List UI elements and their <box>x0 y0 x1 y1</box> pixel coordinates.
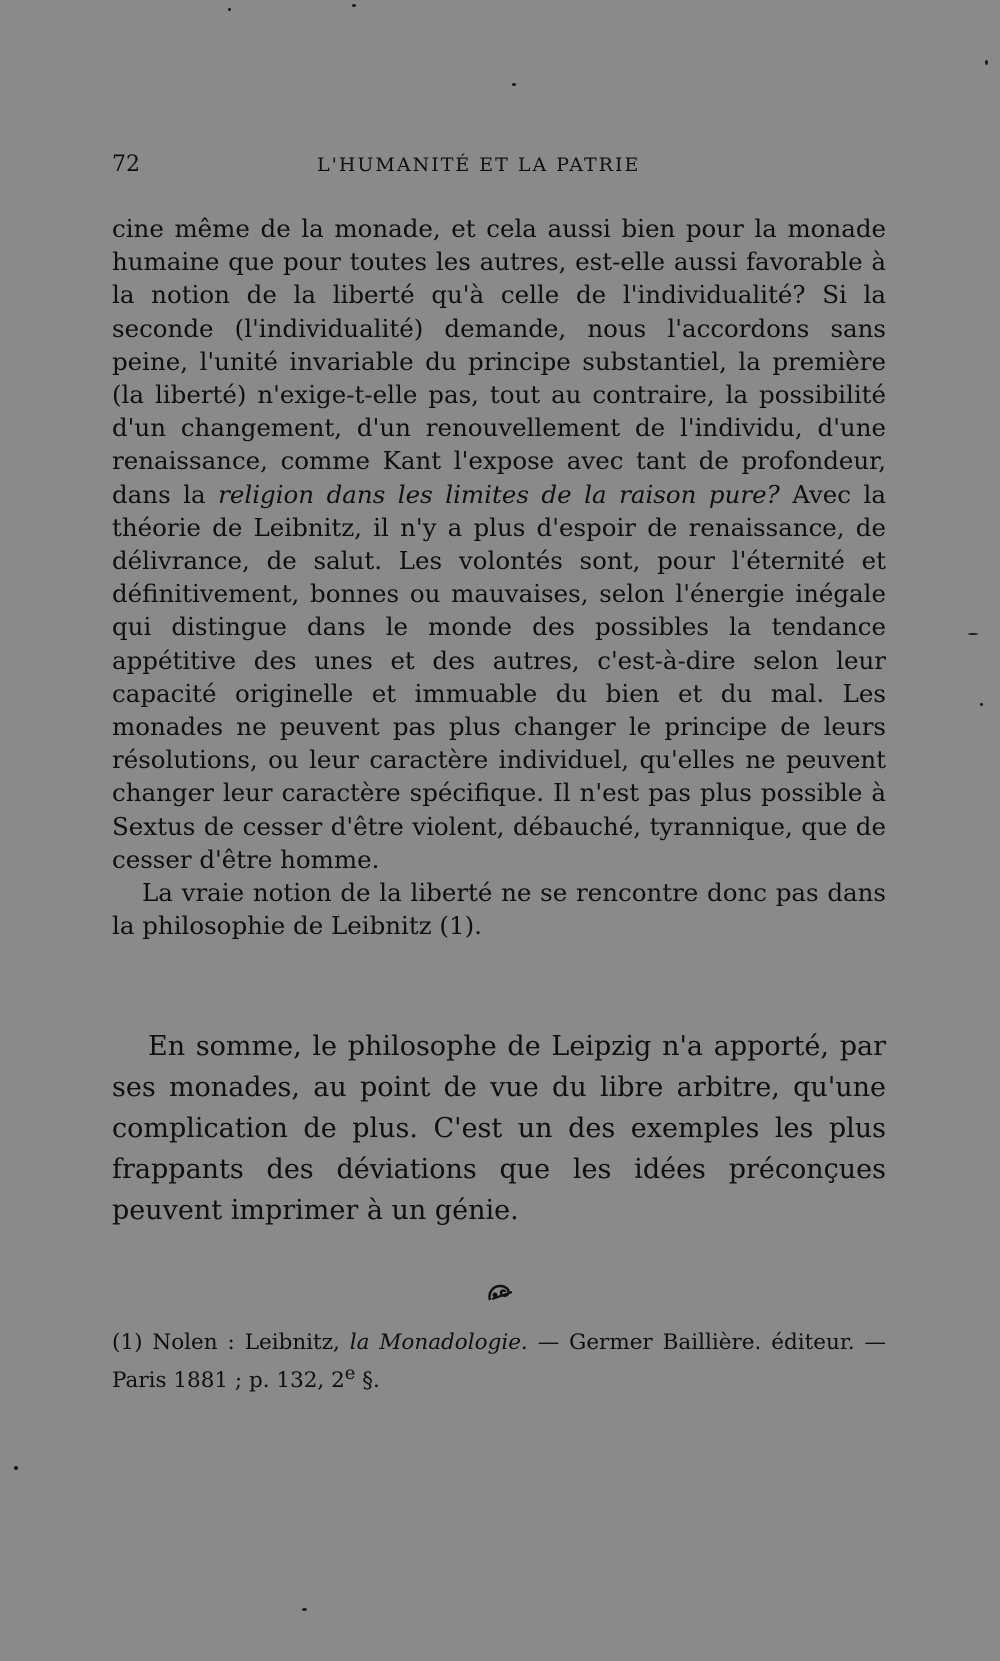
footnote-superscript: e <box>344 1363 356 1384</box>
conclusion-text <box>112 1026 886 1231</box>
scan-speck <box>14 1466 18 1470</box>
page-header <box>112 152 882 188</box>
paragraph-1-text-a: cine même de la monade, et cela aussi bien pour la monade humaine que pour toutes les autres, est-elle aussi favorable à la notion de la liberté qu'à celle de l'individualité? Si la seconde (l'individualité) demande, nous l'accordons sans peine, l'unité invariable du principe substantiel, la première (la liberté) n'exige-t-elle pas, tout au contraire, la possibilité d'un changement, d'un renouvellement de l'individu, d'une renaissance, comme Kant l'expose avec tant de profondeur, dans la <box>112 214 886 509</box>
paragraph-2: La vraie notion de la liberté ne se rencontre donc pas dans la philosophie de Leibnitz (1). <box>112 878 886 941</box>
conclusion-paragraph: En somme, le philosophe de Leipzig n'a apporté, par ses monades, au point de vue du libre arbitre, qu'une complication de plus. C'est un des exemples les plus frappants des déviations que les idées préconçues peuvent imprimer à un génie. <box>112 1031 886 1226</box>
scan-speck <box>512 83 516 86</box>
footnote-paragraph <box>112 1327 886 1396</box>
page-number: 72 <box>112 152 140 177</box>
footnote-book-title: la Monadologie. <box>349 1330 528 1355</box>
running-title: L'HUMANITÉ ET LA PATRIE <box>317 154 641 176</box>
main-text <box>112 212 886 942</box>
fleuron-ornament-icon <box>484 1282 516 1304</box>
footnote-marker: (1) Nolen : Leibnitz, <box>112 1330 350 1355</box>
paragraph-1-text-b: Avec la théorie de Leibnitz, il n'y a plus d'espoir de renaissance, de délivrance, de salut. Les volontés sont, pour l'éternité et définitivement, bonnes ou mauvaises, selon l'énergie inégale qui distingue dans le monde des possibles la tendance appétitive des unes et des autres, c'est-à-dire selon leur capacité originelle et immuable du bien et du mal. Les monades ne peuvent pas plus changer le principe de leurs résolutions, ou leur caractère individuel, qu'elles ne peuvent changer leur caractère spécifique. Il n'est pas plus possible à Sextus de cesser d'être violent, débauché, tyrannique, que de cesser d'être homme. <box>112 479 886 874</box>
scan-speck <box>980 703 983 706</box>
scan-speck <box>302 1608 307 1611</box>
footnote-section: §. <box>355 1368 380 1394</box>
scan-speck <box>228 8 231 11</box>
footnote-publisher: — Germer Baillière. éditeur. — Paris 1881 ; p. 132, 2 <box>112 1330 886 1394</box>
scan-speck <box>968 633 978 635</box>
footnote <box>112 1327 886 1396</box>
book-title-italic: religion dans les limites de la raison pure? <box>218 479 780 509</box>
scan-speck <box>352 4 356 7</box>
scan-speck <box>985 60 988 65</box>
paragraph-1 <box>112 212 886 876</box>
